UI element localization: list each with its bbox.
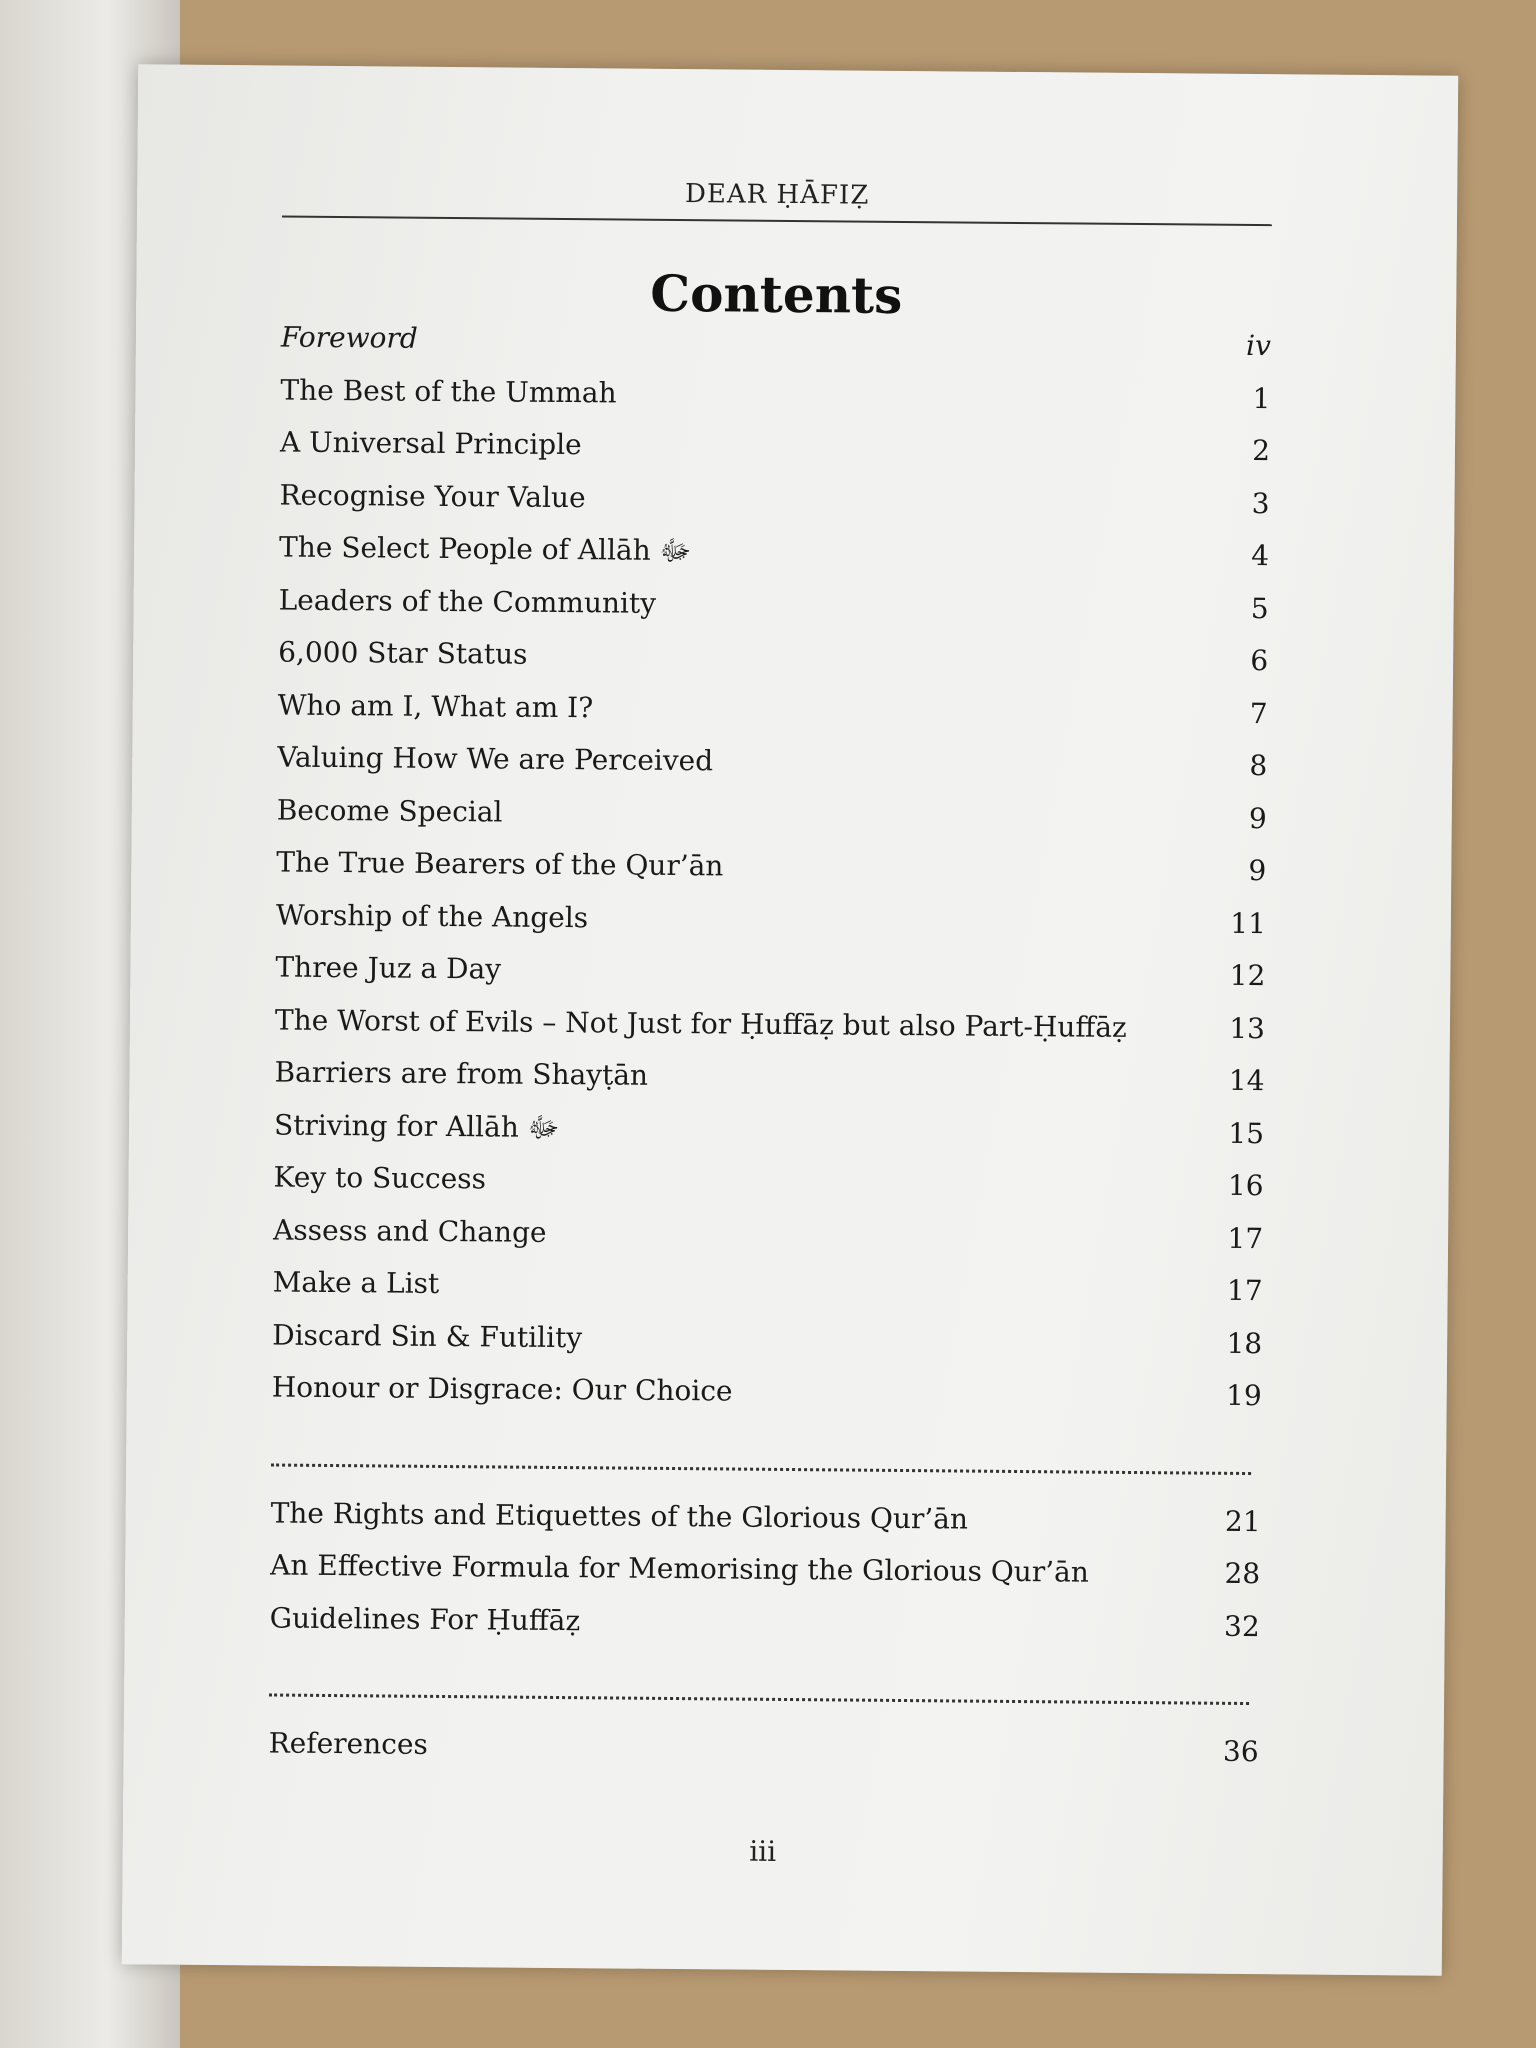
toc-entry-title: A Universal Principle [279, 425, 582, 462]
toc-separator [271, 1423, 1251, 1475]
toc-entry-page: 14 [1228, 1063, 1265, 1098]
toc-entry-page: 7 [1249, 696, 1268, 730]
toc-entry-title: Worship of the Angels [275, 898, 589, 934]
toc-entry-page: 18 [1226, 1326, 1263, 1360]
toc-entry [269, 1601, 1259, 1662]
toc-entry [272, 1265, 1262, 1326]
toc-entry-title: References [268, 1726, 429, 1761]
toc-entry-page: 16 [1227, 1168, 1264, 1203]
toc-entry-title: Honour or Disgrace: Our Choice [271, 1370, 733, 1408]
toc-entry-title: Recognise Your Value [279, 478, 586, 514]
toc-entry-page: 5 [1250, 591, 1269, 625]
toc-entry-title: Foreword [280, 320, 418, 355]
running-head: DEAR ḤĀFIẒ [684, 179, 870, 211]
toc-entry-page: 11 [1230, 906, 1267, 940]
toc-entry-page: 2 [1252, 434, 1271, 468]
toc-group-main [271, 321, 1271, 1432]
toc-entry [270, 1496, 1260, 1557]
toc-entry-title: The Best of the Ummah [280, 373, 617, 409]
toc-entry [277, 741, 1267, 802]
toc-entry-title: The Select People of Allāh ﷻ [278, 530, 692, 568]
toc-entry [270, 1548, 1260, 1609]
header-rule [282, 216, 1272, 227]
toc-entry [274, 1056, 1264, 1117]
toc-entry [276, 898, 1266, 959]
toc-entry [273, 1161, 1263, 1222]
toc-entry [279, 531, 1269, 592]
toc-entry-title: The Worst of Evils – Not Just for Ḥuffāẓ but also Part-Ḥuffāẓ [274, 1003, 1127, 1044]
toc-entry-page: 13 [1229, 1011, 1266, 1045]
toc-entry-title: Assess and Change [273, 1212, 547, 1249]
toc-entry [278, 583, 1268, 644]
toc-entry-page: 17 [1227, 1221, 1264, 1255]
table-of-contents [268, 321, 1271, 1788]
toc-entry-page: iv [1245, 328, 1272, 363]
toc-entry-title: The True Bearers of the Qur’ān [276, 845, 724, 883]
toc-entry [274, 1108, 1264, 1169]
toc-entry-page: 32 [1223, 1609, 1260, 1643]
toc-entry-page: 6 [1250, 644, 1269, 678]
toc-entry-title: Who am I, What am I? [277, 688, 594, 724]
toc-entry-title: Make a List [272, 1265, 440, 1300]
toc-entry [281, 321, 1271, 382]
toc-entry [272, 1318, 1262, 1379]
toc-entry-page: 4 [1251, 539, 1270, 573]
book-page [122, 64, 1459, 1975]
toc-entry-title: Valuing How We are Perceived [277, 740, 714, 778]
toc-entry-title: The Rights and Etiquettes of the Glorious Qur’ān [270, 1495, 969, 1536]
toc-entry-title: Leaders of the Community [278, 583, 657, 620]
toc-entry [275, 951, 1265, 1012]
toc-entry [280, 426, 1270, 487]
toc-entry-title: Key to Success [273, 1160, 487, 1196]
toc-entry [279, 478, 1269, 539]
page-title: Contents [650, 263, 903, 325]
toc-entry-title: Barriers are from Shayṭān [274, 1055, 649, 1092]
toc-entry-page: 28 [1224, 1556, 1261, 1591]
toc-entry-page: 36 [1222, 1734, 1259, 1769]
toc-entry-page: 19 [1225, 1378, 1262, 1413]
toc-group-references [268, 1726, 1258, 1787]
toc-entry [276, 846, 1266, 907]
toc-entry-page: 1 [1252, 381, 1271, 415]
toc-entry-title: An Effective Formula for Memorising the Glorious Qur’ān [270, 1548, 1089, 1589]
toc-group-appendices [269, 1496, 1260, 1662]
toc-entry-title: 6,000 Star Status [278, 635, 528, 671]
toc-entry-title: Striving for Allāh ﷻ [273, 1108, 560, 1144]
toc-entry [277, 688, 1267, 749]
toc-entry [273, 1213, 1263, 1274]
toc-entry-title: Guidelines For Ḥuffāẓ [269, 1600, 581, 1637]
toc-entry-page: 3 [1251, 486, 1270, 520]
toc-entry-page: 15 [1228, 1116, 1265, 1150]
toc-entry-title: Discard Sin & Futility [272, 1317, 583, 1354]
toc-entry-page: 21 [1224, 1504, 1261, 1538]
toc-separator [269, 1653, 1249, 1705]
toc-entry-page: 9 [1248, 853, 1267, 888]
page-number: iii [749, 1834, 777, 1868]
toc-entry [277, 793, 1267, 854]
toc-entry-title: Become Special [276, 793, 503, 828]
toc-entry-page: 12 [1229, 958, 1266, 993]
toc-entry-title: Three Juz a Day [275, 950, 502, 986]
toc-entry [275, 1003, 1265, 1064]
toc-entry [268, 1726, 1258, 1787]
toc-entry-page: 17 [1226, 1273, 1263, 1308]
toc-entry [280, 373, 1270, 434]
toc-entry-page: 8 [1249, 749, 1268, 783]
toc-entry [278, 636, 1268, 697]
toc-entry [271, 1370, 1261, 1431]
toc-entry-page: 9 [1248, 801, 1267, 835]
